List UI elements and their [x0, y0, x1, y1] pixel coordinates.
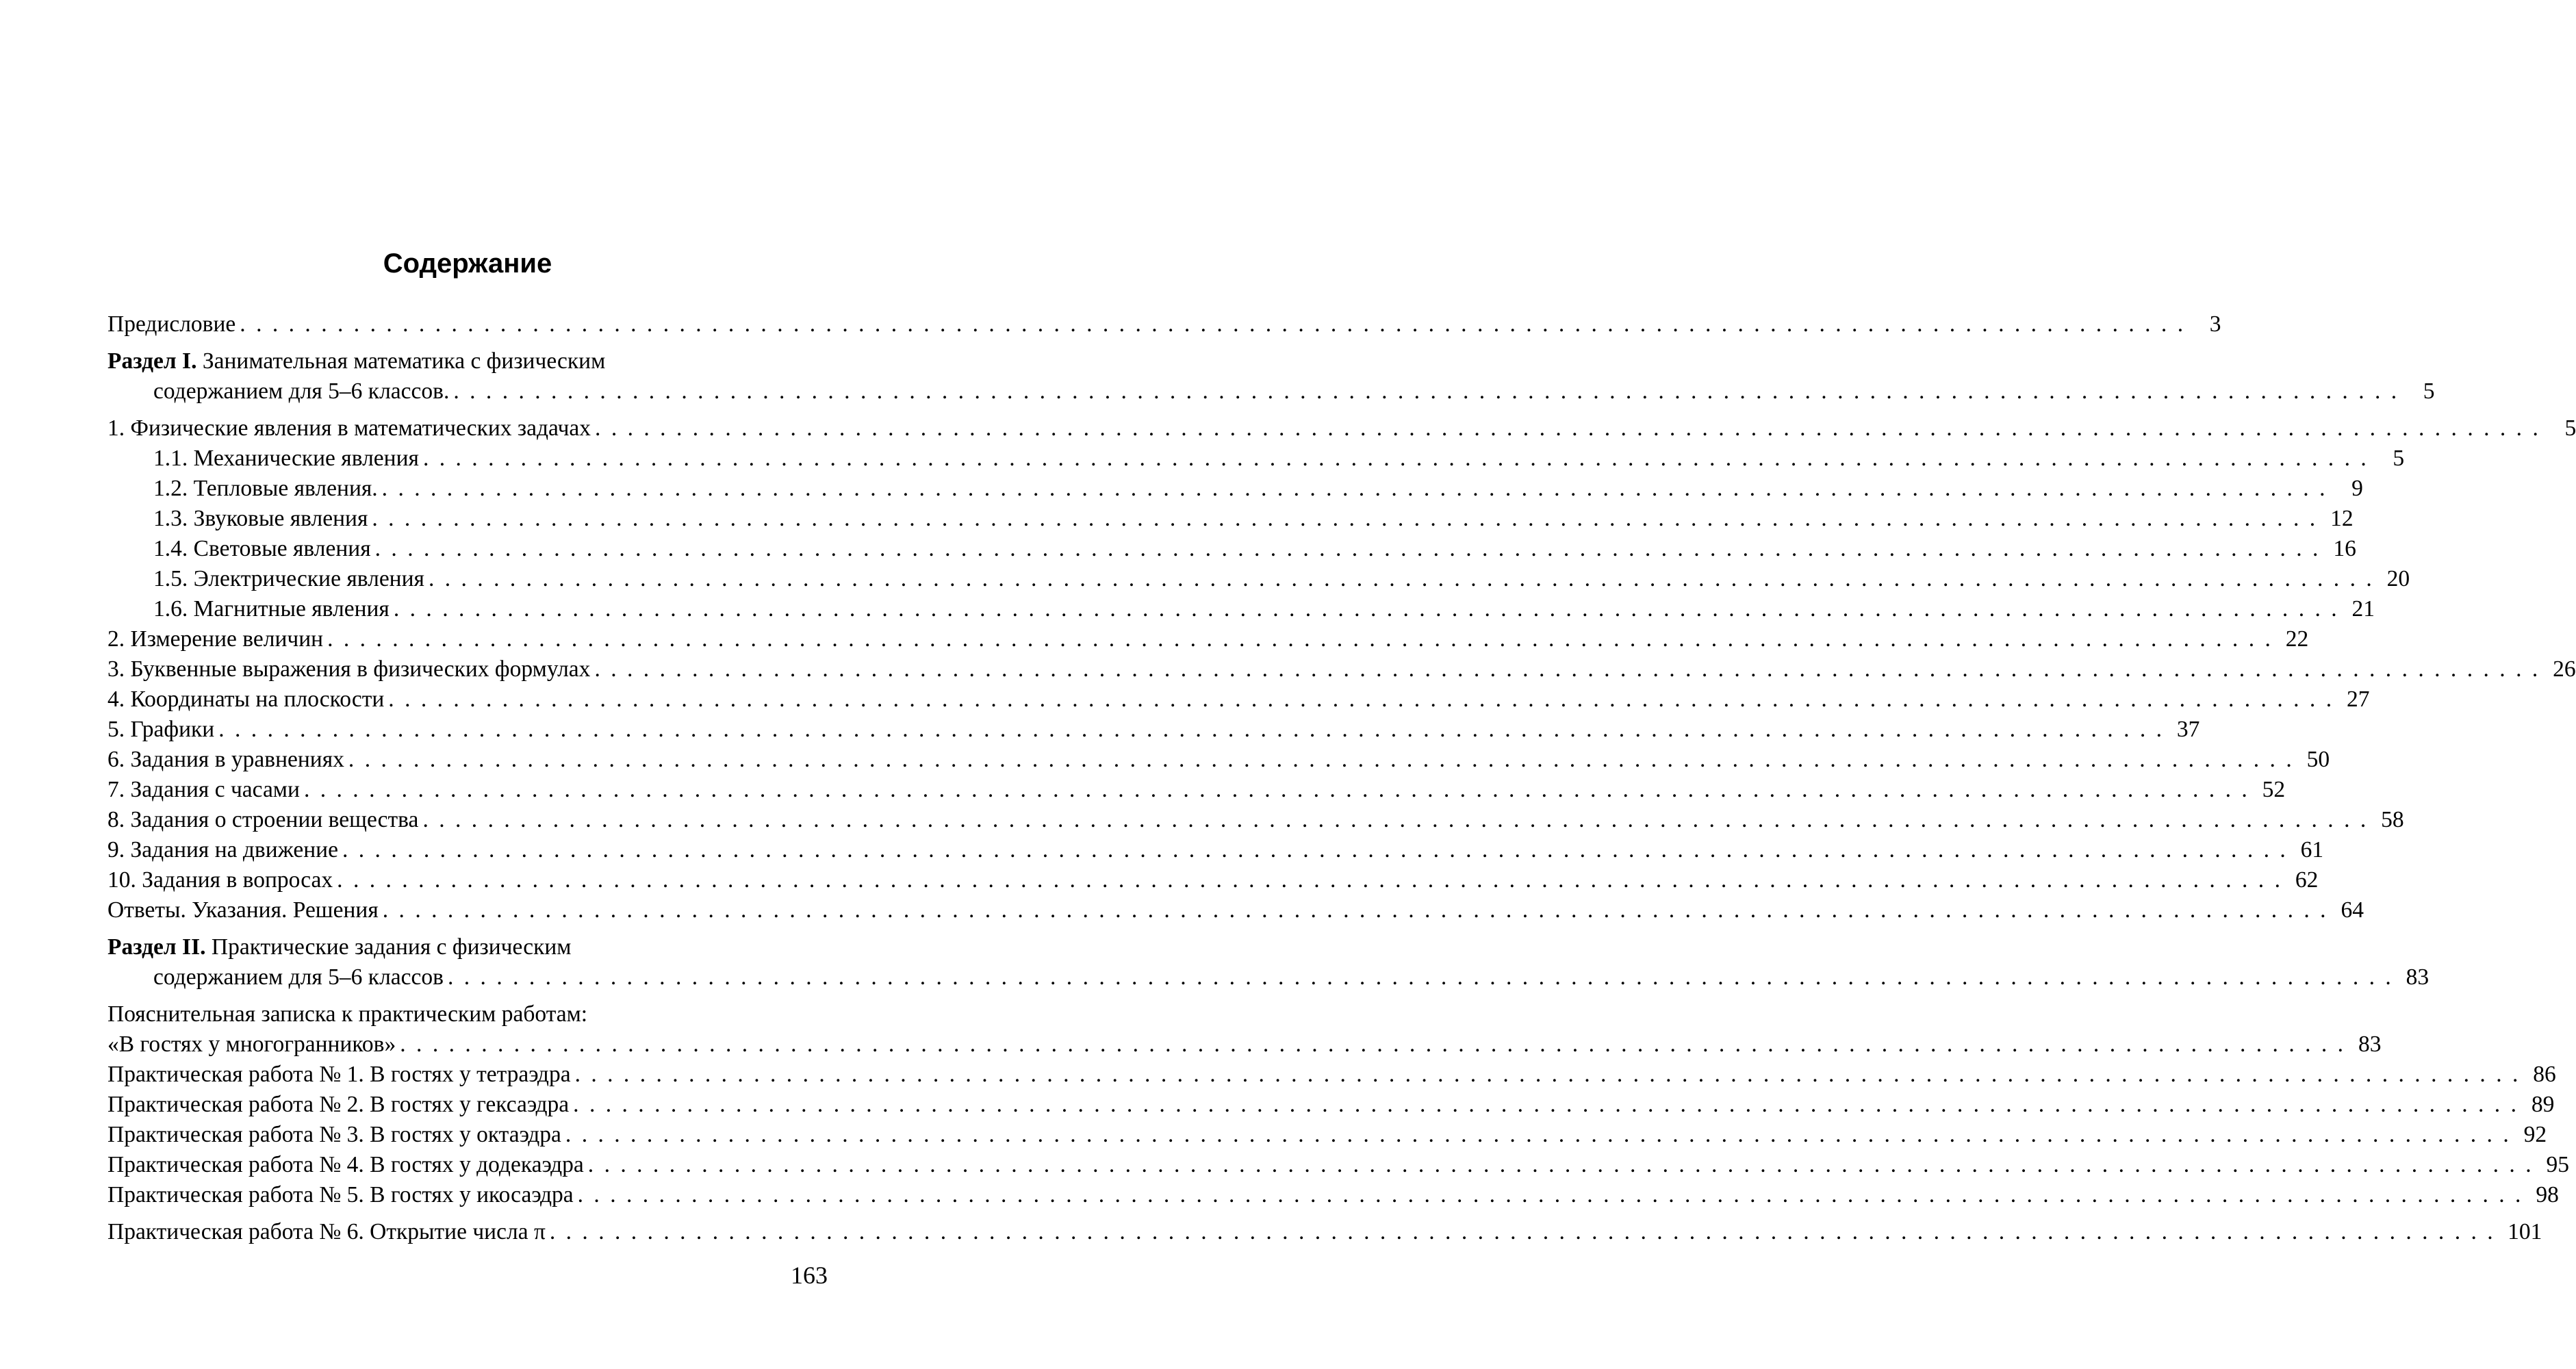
toc-entry[interactable] [107, 564, 2410, 594]
toc-entry-label: Практическая работа № 1. В гостях у тетраэдра [107, 1062, 571, 1087]
toc-entry-page: 95 [2546, 1152, 2569, 1177]
toc-entry-page: 5 [2393, 446, 2405, 471]
toc-entry-page: 86 [2533, 1062, 2556, 1087]
section-title: Занимательная математика с физическим [196, 348, 606, 374]
toc-entry[interactable] [107, 865, 2319, 895]
toc-entry[interactable] [107, 715, 2200, 745]
toc-entry[interactable] [107, 1180, 2559, 1210]
toc-entry-page: 83 [2358, 1032, 2382, 1057]
page-title: Содержание [383, 248, 552, 279]
toc-entry-page: 62 [2295, 867, 2319, 893]
leader-dots: ........................................................................................................................ [587, 1152, 2542, 1177]
toc-entry-label: Практическая работа № 6. Открытие числа π [107, 1219, 546, 1244]
toc-entry-heading[interactable] [107, 999, 828, 1029]
leader-dots: ........................................................................................................................ [549, 1219, 2504, 1244]
toc-entry-page: 92 [2523, 1122, 2547, 1147]
toc-entry-label [107, 346, 605, 376]
toc-entry[interactable] [107, 413, 2576, 444]
section-prefix: Раздел II. [107, 934, 206, 960]
toc-entry[interactable] [107, 835, 2324, 865]
toc-section-1-heading[interactable] [107, 346, 828, 376]
toc-entry-page: 26 [2553, 656, 2576, 682]
leader-dots: ........................................................................................................................ [565, 1122, 2520, 1147]
toc-entry-page: 22 [2285, 626, 2309, 652]
toc-entry-page: 83 [2406, 964, 2430, 990]
toc-entry[interactable] [107, 684, 2370, 715]
toc-entry-label: 1. Физические явления в математических задачах [107, 415, 591, 441]
toc-entry-label: 7. Задания с часами [107, 777, 300, 802]
leader-dots: ........................................................................................................................ [400, 1032, 2354, 1057]
toc-entry[interactable] [107, 895, 2364, 925]
toc-entry[interactable] [107, 654, 2576, 684]
leader-dots: ........................................................................................................................ [573, 1092, 2527, 1117]
toc-entry-preface[interactable] [107, 309, 2221, 340]
toc-entry[interactable] [107, 1217, 2542, 1247]
toc-entry[interactable] [107, 474, 2363, 504]
toc-entry-page: 12 [2330, 506, 2354, 531]
toc-entry-label: 1.3. Звуковые явления [153, 506, 368, 531]
toc-entry-label [107, 932, 572, 962]
toc-entry-label: Предисловие [107, 311, 236, 337]
toc-entry-label: Пояснительная записка к практическим работам: [107, 1001, 588, 1027]
toc-entry[interactable] [107, 1120, 2547, 1150]
leader-dots: ........................................................................................................................ [453, 379, 2408, 404]
toc-section-2[interactable] [107, 962, 2430, 993]
toc-entry-label-continued: содержанием для 5–6 классов [153, 964, 444, 990]
toc-entry-label: 1.5. Электрические явления [153, 566, 424, 591]
leader-dots: ........................................................................................................................ [422, 446, 2377, 471]
toc-entry[interactable] [107, 624, 2309, 654]
toc-entry-label: 1.1. Механические явления [153, 446, 419, 471]
toc-entry-label: Ответы. Указания. Решения [107, 897, 379, 923]
toc-entry-label: Практическая работа № 2. В гостях у гексаэдра [107, 1092, 570, 1117]
leader-dots: ........................................................................................................................ [574, 1062, 2529, 1087]
toc-entry-page: 5 [2564, 415, 2576, 441]
leader-dots: ........................................................................................................................ [348, 747, 2303, 772]
leader-dots: ........................................................................................................................ [388, 687, 2343, 712]
toc-entry-label: 6. Задания в уравнениях [107, 747, 344, 772]
leader-dots: ........................................................................................................................ [594, 656, 2549, 682]
leader-dots: ........................................................................................................................ [342, 837, 2297, 862]
toc-entry-label: 8. Задания о строении вещества [107, 807, 419, 832]
toc-entry-page: 27 [2346, 687, 2370, 712]
leader-dots: ........................................................................................................................ [422, 807, 2377, 832]
toc-entry-label: 1.2. Тепловые явления. [153, 476, 378, 501]
toc-entry-page: 64 [2341, 897, 2364, 923]
toc-entry-page: 52 [2262, 777, 2286, 802]
toc-entry-label: 3. Буквенные выражения в физических формулах [107, 656, 591, 682]
toc-entry[interactable] [107, 534, 2356, 564]
toc-entry-page: 9 [2351, 476, 2363, 501]
leader-dots: ........................................................................................................................ [382, 897, 2336, 923]
toc-entry-label: 10. Задания в вопросах [107, 867, 333, 893]
leader-dots: ........................................................................................................................ [372, 506, 2326, 531]
toc-entry[interactable] [107, 444, 2405, 474]
toc-entry-label: 2. Измерение величин [107, 626, 324, 652]
leader-dots: ........................................................................................................................ [393, 596, 2348, 622]
leader-dots: ........................................................................................................................ [374, 536, 2329, 561]
toc-entry-label: 1.6. Магнитные явления [153, 596, 390, 622]
toc-entry-page: 20 [2386, 566, 2410, 591]
toc-entry[interactable] [107, 594, 2375, 624]
leader-dots: ........................................................................................................................ [327, 626, 2282, 652]
toc-entry-page: 89 [2531, 1092, 2555, 1117]
toc-entry-label: 4. Координаты на плоскости [107, 687, 385, 712]
toc-entry-page: 61 [2300, 837, 2324, 862]
toc-entry-page: 5 [2423, 379, 2435, 404]
toc-entry[interactable] [107, 805, 2404, 835]
toc-entry-page: 50 [2306, 747, 2330, 772]
toc-entry-label: Практическая работа № 4. В гостях у додекаэдра [107, 1152, 584, 1177]
toc-entry-label-continued: содержанием для 5–6 классов. [153, 379, 450, 404]
toc-entry[interactable] [107, 1029, 2382, 1060]
leader-dots: ........................................................................................................................ [303, 777, 2258, 802]
toc-entry-label: 9. Задания на движение [107, 837, 338, 862]
leader-dots: ........................................................................................................................ [218, 717, 2173, 742]
toc-entry-page: 101 [2508, 1219, 2542, 1244]
toc-entry-label: 1.4. Световые явления [153, 536, 371, 561]
table-of-contents [107, 309, 2576, 1247]
leader-dots: ........................................................................................................................ [428, 566, 2383, 591]
toc-section-1[interactable] [107, 376, 2435, 407]
toc-entry-page: 98 [2536, 1182, 2559, 1207]
toc-entry-page: 3 [2209, 311, 2221, 337]
leader-dots: ........................................................................................................................ [595, 415, 2549, 441]
leader-dots: ........................................................................................................................ [240, 311, 2194, 337]
toc-entry[interactable] [107, 745, 2330, 775]
page-number: 163 [791, 1262, 828, 1289]
toc-entry-page: 37 [2176, 717, 2200, 742]
toc-entry-label: 5. Графики [107, 717, 215, 742]
leader-dots: ........................................................................................................................ [577, 1182, 2532, 1207]
toc-section-2-heading[interactable] [107, 932, 828, 962]
leader-dots: ........................................................................................................................ [447, 964, 2402, 990]
leader-dots: ........................................................................................................................ [337, 867, 2291, 893]
toc-entry[interactable] [107, 775, 2286, 805]
toc-entry-page: 16 [2333, 536, 2356, 561]
toc-entry[interactable] [107, 1150, 2569, 1180]
toc-entry[interactable] [107, 1090, 2555, 1120]
toc-entry-page: 21 [2351, 596, 2375, 622]
toc-entry-label: Практическая работа № 5. В гостях у икосаэдра [107, 1182, 574, 1207]
toc-entry[interactable] [107, 1060, 2556, 1090]
toc-entry-label-continued: «В гостях у многогранников» [107, 1032, 396, 1057]
toc-entry-page: 58 [2381, 807, 2404, 832]
toc-entry[interactable] [107, 504, 2354, 534]
leader-dots: ........................................................................................................................ [381, 476, 2336, 501]
section-title: Практические задания с физическим [205, 934, 572, 960]
section-prefix: Раздел I. [107, 348, 197, 374]
toc-entry-label: Практическая работа № 3. В гостях у октаэдра [107, 1122, 561, 1147]
